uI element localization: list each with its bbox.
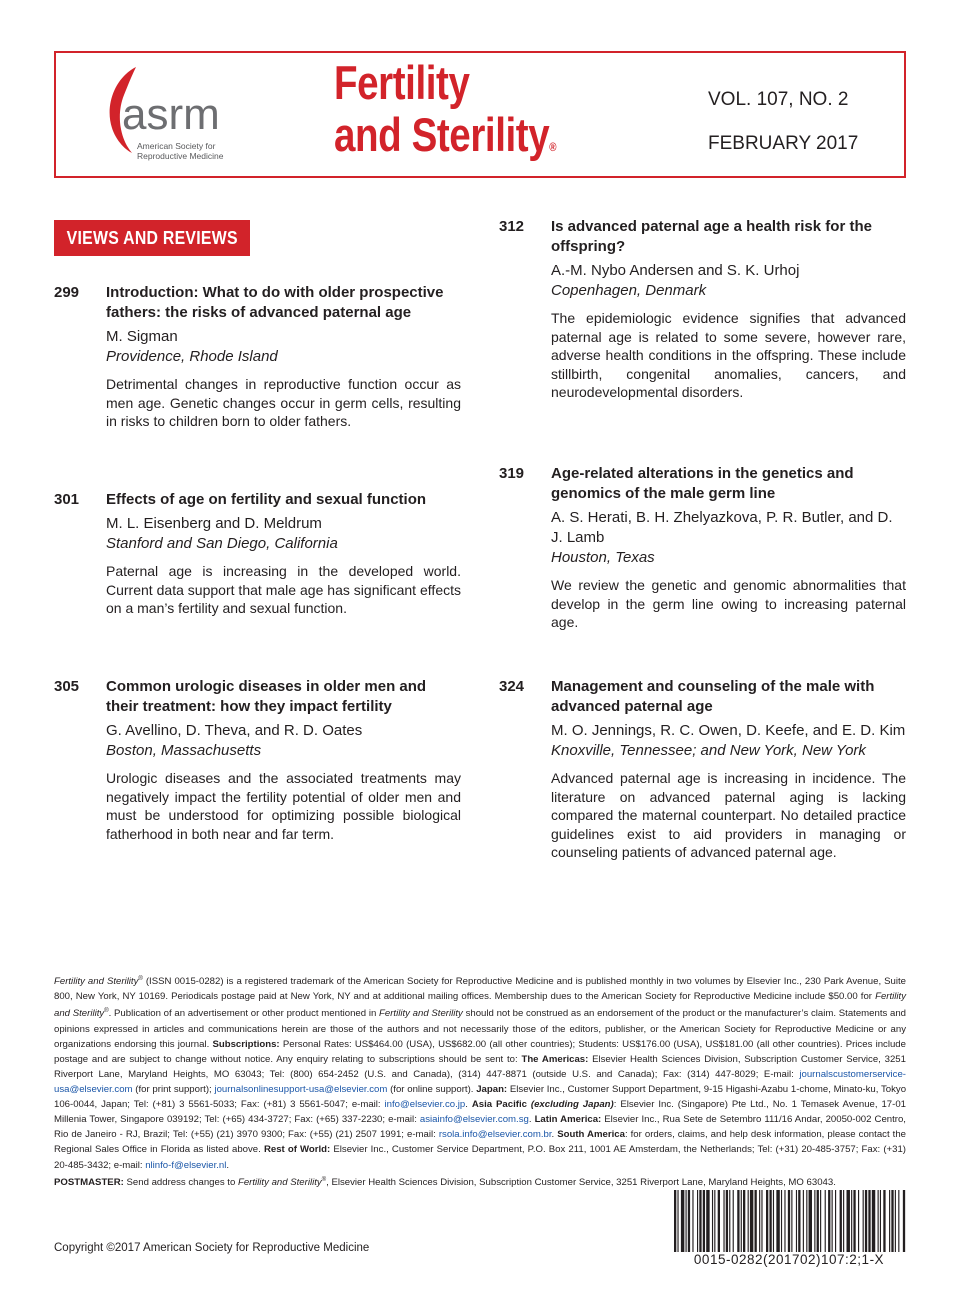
- journal-name-italic: Fertility and Sterility: [54, 976, 139, 988]
- article-abstract: Detrimental changes in reproductive function occur as men age. Genetic changes occur in germ cells, resulting in risks to children born to older fathers.: [106, 376, 461, 429]
- barcode-bar: [681, 1190, 684, 1252]
- barcode-bar: [723, 1190, 724, 1252]
- barcode-bar: [788, 1190, 790, 1252]
- south-america-text: : for orders, claims, and help desk information, please contact the Regional Sales Office in Florida as listed above.: [54, 1129, 906, 1156]
- barcode-bar: [825, 1190, 826, 1252]
- barcode-bar: [889, 1190, 890, 1252]
- article-abstract: We review the genetic and genomic abnormalities that develop in the germ line owing to increasing paternal age.: [551, 577, 906, 630]
- journal-name-italic: Fertility and Sterility: [54, 991, 906, 1020]
- barcode-bar: [784, 1190, 785, 1252]
- barcode-bar: [755, 1190, 757, 1252]
- japan-label: Japan:: [476, 1084, 508, 1096]
- page-number: 324: [499, 678, 525, 695]
- asrm-logo: [106, 65, 246, 170]
- subscriptions-label: Subscriptions:: [212, 1038, 280, 1050]
- article-authors: G. Avellino, D. Theva, and R. D. Oates: [106, 722, 363, 739]
- toc-entry[interactable]: [54, 677, 461, 843]
- article-title[interactable]: Introduction: What to do with older prospective fathers: the risks of advanced paternal age: [106, 284, 444, 321]
- barcode-bar: [743, 1190, 745, 1252]
- barcode-bar: [776, 1190, 779, 1252]
- email-link[interactable]: journalsonlinesupport-usa@elsevier.com: [214, 1084, 388, 1096]
- email-link[interactable]: nlinfo-f@elsevier.nl: [145, 1159, 227, 1171]
- email-link[interactable]: asiainfo@elsevier.com.sg: [419, 1114, 529, 1126]
- barcode-bar: [712, 1190, 713, 1252]
- volume-issue: VOL. 107, NO. 2: [708, 89, 849, 110]
- barcode-bar: [791, 1190, 792, 1252]
- journal-name-italic: Fertility and Sterility: [237, 1176, 322, 1188]
- toc-entry[interactable]: [499, 217, 906, 402]
- article-title[interactable]: Effects of age on fertility and sexual function: [106, 491, 427, 508]
- publisher-information: Fertility and Sterility® (ISSN 0015-0282) is a registered trademark of the American Society for Reproductive Medicine and is published monthly in two volumes by Elsevier Inc., 230 Park Avenue, Suite 800, New York, NY 10169. Periodicals postage paid at New York, NY and at additional mailing offices. Membership dues to the American Society for Reproductive Medicine include $50.00 for Fertility and Sterility®. Publication of an advertisement or other product mentioned in Fertility and Sterility should not be construed as an endorsement of the product or the manufacturer’s claim. Statements and opinions expressed in articles and communications herein are those of the authors and not necessarily those of the editors, publisher, or the American Society for Reproductive Medicine or any organizations endorsing this journal. Subscriptions: Personal Rates: US$464.00 (USA), US$682.00 (all other countries); Students: US$176.00 (USA), US$181.00 (all other countries). Prices include postage and are subject to change without notice. Any enquiry relating to subscriptions should be sent to: The Americas: Elsevier Health Sciences Division, Subscription Customer Service, 3251 Riverport Lane, Maryland Heights, MO 63043; Tel: (800) 654-2452 (U.S. and Canada), (314) 447-8871 (outside U.S. and Canada); Fax: (314) 447-8029; E-mail: journalscustomerservice-usa@elsevier.com (for print support); journalsonlinesupport-usa@elsevier.com (for online support). Japan: Elsevier Inc., Customer Support Department, 9-15 Higashi-Azabu 1-chome, Minato-ku, Tokyo 106-0044, Japan; Tel: (+81) 3 5561-5033; Fax: (+81) 3 5561-5047; e-mail: info@elsevier.co.jp. Asia Pacific (excluding Japan): Elsevier Inc. (Singapore) Pte Ltd., No. 1 Temasek Avenue, 17-01 Millenia Tower, Singapore 039192; Tel: (+65) 434-3727; Fax: (+65) 337-2230; e-mail: asiainfo@elsevier.com.sg. Latin America: Elsevier Inc., Rua Sete de Setembro 111/16 Andar, 20050-002 Centro, Rio de Janeiro - RJ, Brazil; Tel: (+55) (21) 3970 9300; Fax: (+55) (21) 2507 1991; e-mail: rsola.info@elsevier.com.br. South America: for orders, claims, and help desk information, please contact the Regional Sales Office in Florida as listed above. Rest of World: Elsevier Inc., Customer Service Department, P.O. Box 211, 1001 AE Amsterdam, the Netherlands; Tel: (+31) 20-485-3757; Fax: (+31) 20-485-3432; e-mail: nlinfo-f@elsevier.nl. POSTMASTER: Send address changes to Fertility and Sterility®, Elsevier Health Sciences Division, Subscription Customer Service, 3251 Riverport Lane, Maryland Heights, MO 63043.: [54, 976, 907, 1188]
- barcode-bar: [748, 1190, 749, 1252]
- registered-mark: ®: [138, 976, 143, 982]
- rest-of-world-text: Elsevier Inc., Customer Service Department, P.O. Box 211, 1001 AE Amsterdam, the Netherlands; Tel: (+31) 20-485-3757; Fax: (+31) 20-485-3432; e-mail:: [54, 1144, 906, 1171]
- barcode-bar: [733, 1190, 734, 1252]
- registered-mark: ®: [549, 140, 557, 154]
- section-banner: [54, 220, 250, 256]
- barcode-bar: [803, 1190, 804, 1252]
- article-authors: M. L. Eisenberg and D. Meldrum: [106, 515, 322, 532]
- barcode-bar: [814, 1190, 815, 1252]
- asia-text: : Elsevier Inc. (Singapore) Pte Ltd., No. 1 Temasek Avenue, 17-01 Millenia Tower, Singapore 039192; Tel: (+65) 434-3727; Fax: (+65) 337-2230; e-mail:: [54, 1099, 906, 1126]
- japan-text: Elsevier Inc., Customer Support Department, 9-15 Higashi-Azabu 1-chome, Minato-ku, Tokyo 106-0044, Japan; Tel: (+81) 3 5561-5033; Fax: (+81) 3 5561-5047; e-mail:: [54, 1084, 907, 1111]
- barcode-bar: [703, 1190, 705, 1252]
- barcode-bar: [853, 1190, 855, 1252]
- section-label: VIEWS AND REVIEWS: [66, 228, 238, 248]
- journal-title: [334, 57, 556, 173]
- article-title[interactable]: Common urologic diseases in older men and their treatment: how they impact fertility: [106, 678, 427, 715]
- toc-entry[interactable]: [499, 677, 906, 862]
- barcode-number: 0015-0282(201702)107:2;1-X: [693, 1252, 885, 1267]
- barcode-bar: [835, 1190, 836, 1252]
- barcode-bar: [898, 1190, 899, 1252]
- barcode-bar: [858, 1190, 859, 1252]
- journal-name-italic: Fertility and Sterility: [379, 1008, 463, 1020]
- article-authors: A.-M. Nybo Andersen and S. K. Urhoj: [551, 262, 800, 279]
- article-abstract: The epidemiologic evidence signifies that advanced paternal age is related to some severe, however rare, adverse health conditions in the offspring. These include stillbirth, congenital anomalies, cancers, and neurodevelopmental disorders.: [551, 310, 906, 400]
- barcode-bar: [847, 1190, 850, 1252]
- barcode-bar: [798, 1190, 800, 1252]
- barcode-bar: [741, 1190, 742, 1252]
- asia-label: Asia Pacific: [471, 1099, 527, 1111]
- barcode-bar: [883, 1190, 885, 1252]
- barcode-bar: [832, 1190, 833, 1252]
- logo-subtitle-line1: American Society for: [137, 141, 216, 151]
- barcode-bar: [750, 1190, 753, 1252]
- barcode-bar: [891, 1190, 893, 1252]
- barcode-bar: [863, 1190, 864, 1252]
- barcode-bar: [865, 1190, 867, 1252]
- americas-label: The Americas:: [521, 1053, 589, 1065]
- barcode-bar: [880, 1190, 881, 1252]
- barcode-bar: [781, 1190, 782, 1252]
- barcode-bar: [677, 1190, 678, 1252]
- barcode-bar: [820, 1190, 821, 1252]
- barcode-bar: [706, 1190, 709, 1252]
- postmaster-text: , Elsevier Health Sciences Division, Subscription Customer Service, 3251 Riverport Lane, Maryland Heights, MO 63043.: [326, 1176, 836, 1188]
- article-abstract: Advanced paternal age is increasing in incidence. The literature on advanced paternal aging is lacking compared the maternal counterpart. No detailed practice guidelines exist to aid providers in managing or counseling patients of advanced paternal age.: [551, 770, 906, 860]
- email-note: (for online support).: [390, 1084, 474, 1096]
- article-title[interactable]: Age-related alterations in the genetics and genomics of the male germ line: [551, 465, 854, 502]
- page-number: 299: [54, 284, 80, 301]
- south-america-label: South America: [557, 1129, 625, 1141]
- latin-america-label: Latin America:: [534, 1114, 602, 1126]
- postmaster-label: POSTMASTER:: [54, 1176, 124, 1188]
- article-title[interactable]: Management and counseling of the male with advanced paternal age: [551, 678, 875, 715]
- barcode-bar: [903, 1190, 905, 1252]
- barcode-bar: [872, 1190, 875, 1252]
- article-title[interactable]: Is advanced paternal age a health risk for the offspring?: [551, 218, 872, 255]
- email-link[interactable]: journalscustomerservice-usa@elsevier.com: [54, 1068, 906, 1096]
- barcode-bar: [697, 1190, 698, 1252]
- registered-mark: ®: [321, 1176, 327, 1183]
- journal-title-line1: Fertility: [334, 56, 470, 109]
- article-authors: M. O. Jennings, R. C. Owen, D. Keefe, and E. D. Kim: [551, 722, 906, 739]
- subscriptions-text: Personal Rates: US$464.00 (USA), US$682.00 (all other countries); Students: US$176.00 (USA), US$181.00 (all other countries). Prices include postage and are subject to change without notice. Any enquiry relating to subscriptions should be sent to:: [54, 1038, 906, 1065]
- barcode-bar: [817, 1190, 819, 1252]
- barcode-bar: [809, 1190, 812, 1252]
- barcode-bar: [726, 1190, 728, 1252]
- email-link[interactable]: rsola.info@elsevier.com.br: [438, 1129, 552, 1141]
- page-number: 305: [54, 678, 80, 695]
- barcode-bar: [773, 1190, 774, 1252]
- postmaster-text: Send address changes to: [126, 1176, 236, 1188]
- publisher-text: . Publication of an advertisement or other product mentioned in: [108, 1008, 377, 1020]
- article-abstract: Urologic diseases and the associated treatments may negatively impact the fertility potential of older men and must be understood for optimizing possible biological fatherhood in both near and far term.: [106, 770, 461, 842]
- barcode-bar: [895, 1190, 896, 1252]
- barcode-bar: [759, 1190, 760, 1252]
- asia-paren: (excluding Japan): [530, 1099, 614, 1111]
- article-location: Copenhagen, Denmark: [551, 282, 707, 299]
- barcode-bar: [806, 1190, 807, 1252]
- barcode-bar: [843, 1190, 844, 1252]
- barcode-bar: [699, 1190, 701, 1252]
- page-number: 319: [499, 465, 525, 482]
- article-location: Stanford and San Diego, California: [106, 535, 338, 552]
- masthead: [54, 51, 906, 178]
- publisher-text: (ISSN 0015-0282) is a registered trademark of the American Society for Reproductive Medicine and is published monthly in two volumes by Elsevier Inc., 230 Park Avenue, Suite 800, New York, NY 10169. Periodicals postage paid at New York, NY and at additional mailing offices. Membership dues to the American Society for Reproductive Medicine include $50.00 for: [54, 976, 907, 1003]
- barcode-bar: [729, 1190, 730, 1252]
- article-authors: M. Sigman: [106, 328, 178, 345]
- barcode-bar: [840, 1190, 842, 1252]
- article-authors: A. S. Herati, B. H. Zhelyazkova, P. R. Butler, and D. J. Lamb: [551, 509, 893, 546]
- article-location: Boston, Massachusetts: [106, 742, 262, 759]
- barcode-bar: [878, 1190, 879, 1252]
- barcode-bar: [761, 1190, 762, 1252]
- journal-title-line2-wrap: [334, 109, 556, 173]
- logo-subtitle: [137, 141, 257, 161]
- barcode: [672, 1190, 906, 1252]
- americas-text: Elsevier Health Sciences Division, Subscription Customer Service, 3251 Riverport Lane, Maryland Heights, MO 63043; Tel: (800) 654-2452 (U.S. and Canada), (314) 447-8871 (outside U.S. and Canada); Fax: (314) 447-8029; E-mail:: [54, 1053, 906, 1080]
- barcode-bar: [796, 1190, 797, 1252]
- barcode-bar: [718, 1190, 720, 1252]
- page-number: 301: [54, 491, 80, 508]
- email-note: (for print support);: [135, 1084, 212, 1096]
- copyright-notice: Copyright ©2017 American Society for Reproductive Medicine: [54, 1242, 370, 1254]
- article-location: Knoxville, Tennessee; and New York, New York: [551, 742, 866, 759]
- barcode-bar: [851, 1190, 852, 1252]
- logo-wordmark: asrm: [122, 90, 220, 139]
- journal-title-line2: and Sterility: [334, 108, 550, 161]
- page-number: 312: [499, 218, 525, 235]
- barcode-bar: [688, 1190, 690, 1252]
- toc-entry[interactable]: [54, 283, 461, 431]
- email-link[interactable]: info@elsevier.co.jp: [384, 1099, 466, 1111]
- barcode-bar: [686, 1190, 687, 1252]
- toc-entry[interactable]: [54, 490, 461, 618]
- publisher-text: should not be construed as an endorsement of the product or the manufacturer’s claim. Statements and opinions expressed in articles and communications herein are those of the authors and not necessarily those of the editors, publisher, or the American Society for Reproductive Medicine or any organizations endorsing this journal.: [54, 1008, 907, 1050]
- barcode-bar: [674, 1190, 676, 1252]
- article-location: Houston, Texas: [551, 549, 655, 566]
- logo-subtitle-line2: Reproductive Medicine: [137, 151, 224, 161]
- toc-entry[interactable]: [499, 464, 906, 632]
- registered-mark: ®: [104, 1008, 109, 1015]
- barcode-bar: [737, 1190, 739, 1252]
- article-abstract: Paternal age is increasing in the developed world. Current data support that male age has significant effects on a man’s fertility and sexual function.: [106, 563, 461, 616]
- barcode-bar: [714, 1190, 715, 1252]
- barcode-bar: [692, 1190, 693, 1252]
- barcode-bar: [828, 1190, 830, 1252]
- article-location: Providence, Rhode Island: [106, 348, 278, 365]
- issue-date: FEBRUARY 2017: [708, 133, 859, 154]
- latin-america-text: Elsevier Inc., Rua Sete de Setembro 111/16 Andar, 20050-002 Centro, Rio de Janeiro - RJ, Brazil; Tel: (+55) (21) 3970 9300; Fax: (+55) (21) 2507 1991; e-mail:: [54, 1114, 906, 1141]
- barcode-bar: [769, 1190, 771, 1252]
- barcode-bar: [868, 1190, 870, 1252]
- barcode-bar: [766, 1190, 768, 1252]
- rest-of-world-label: Rest of World:: [263, 1144, 331, 1156]
